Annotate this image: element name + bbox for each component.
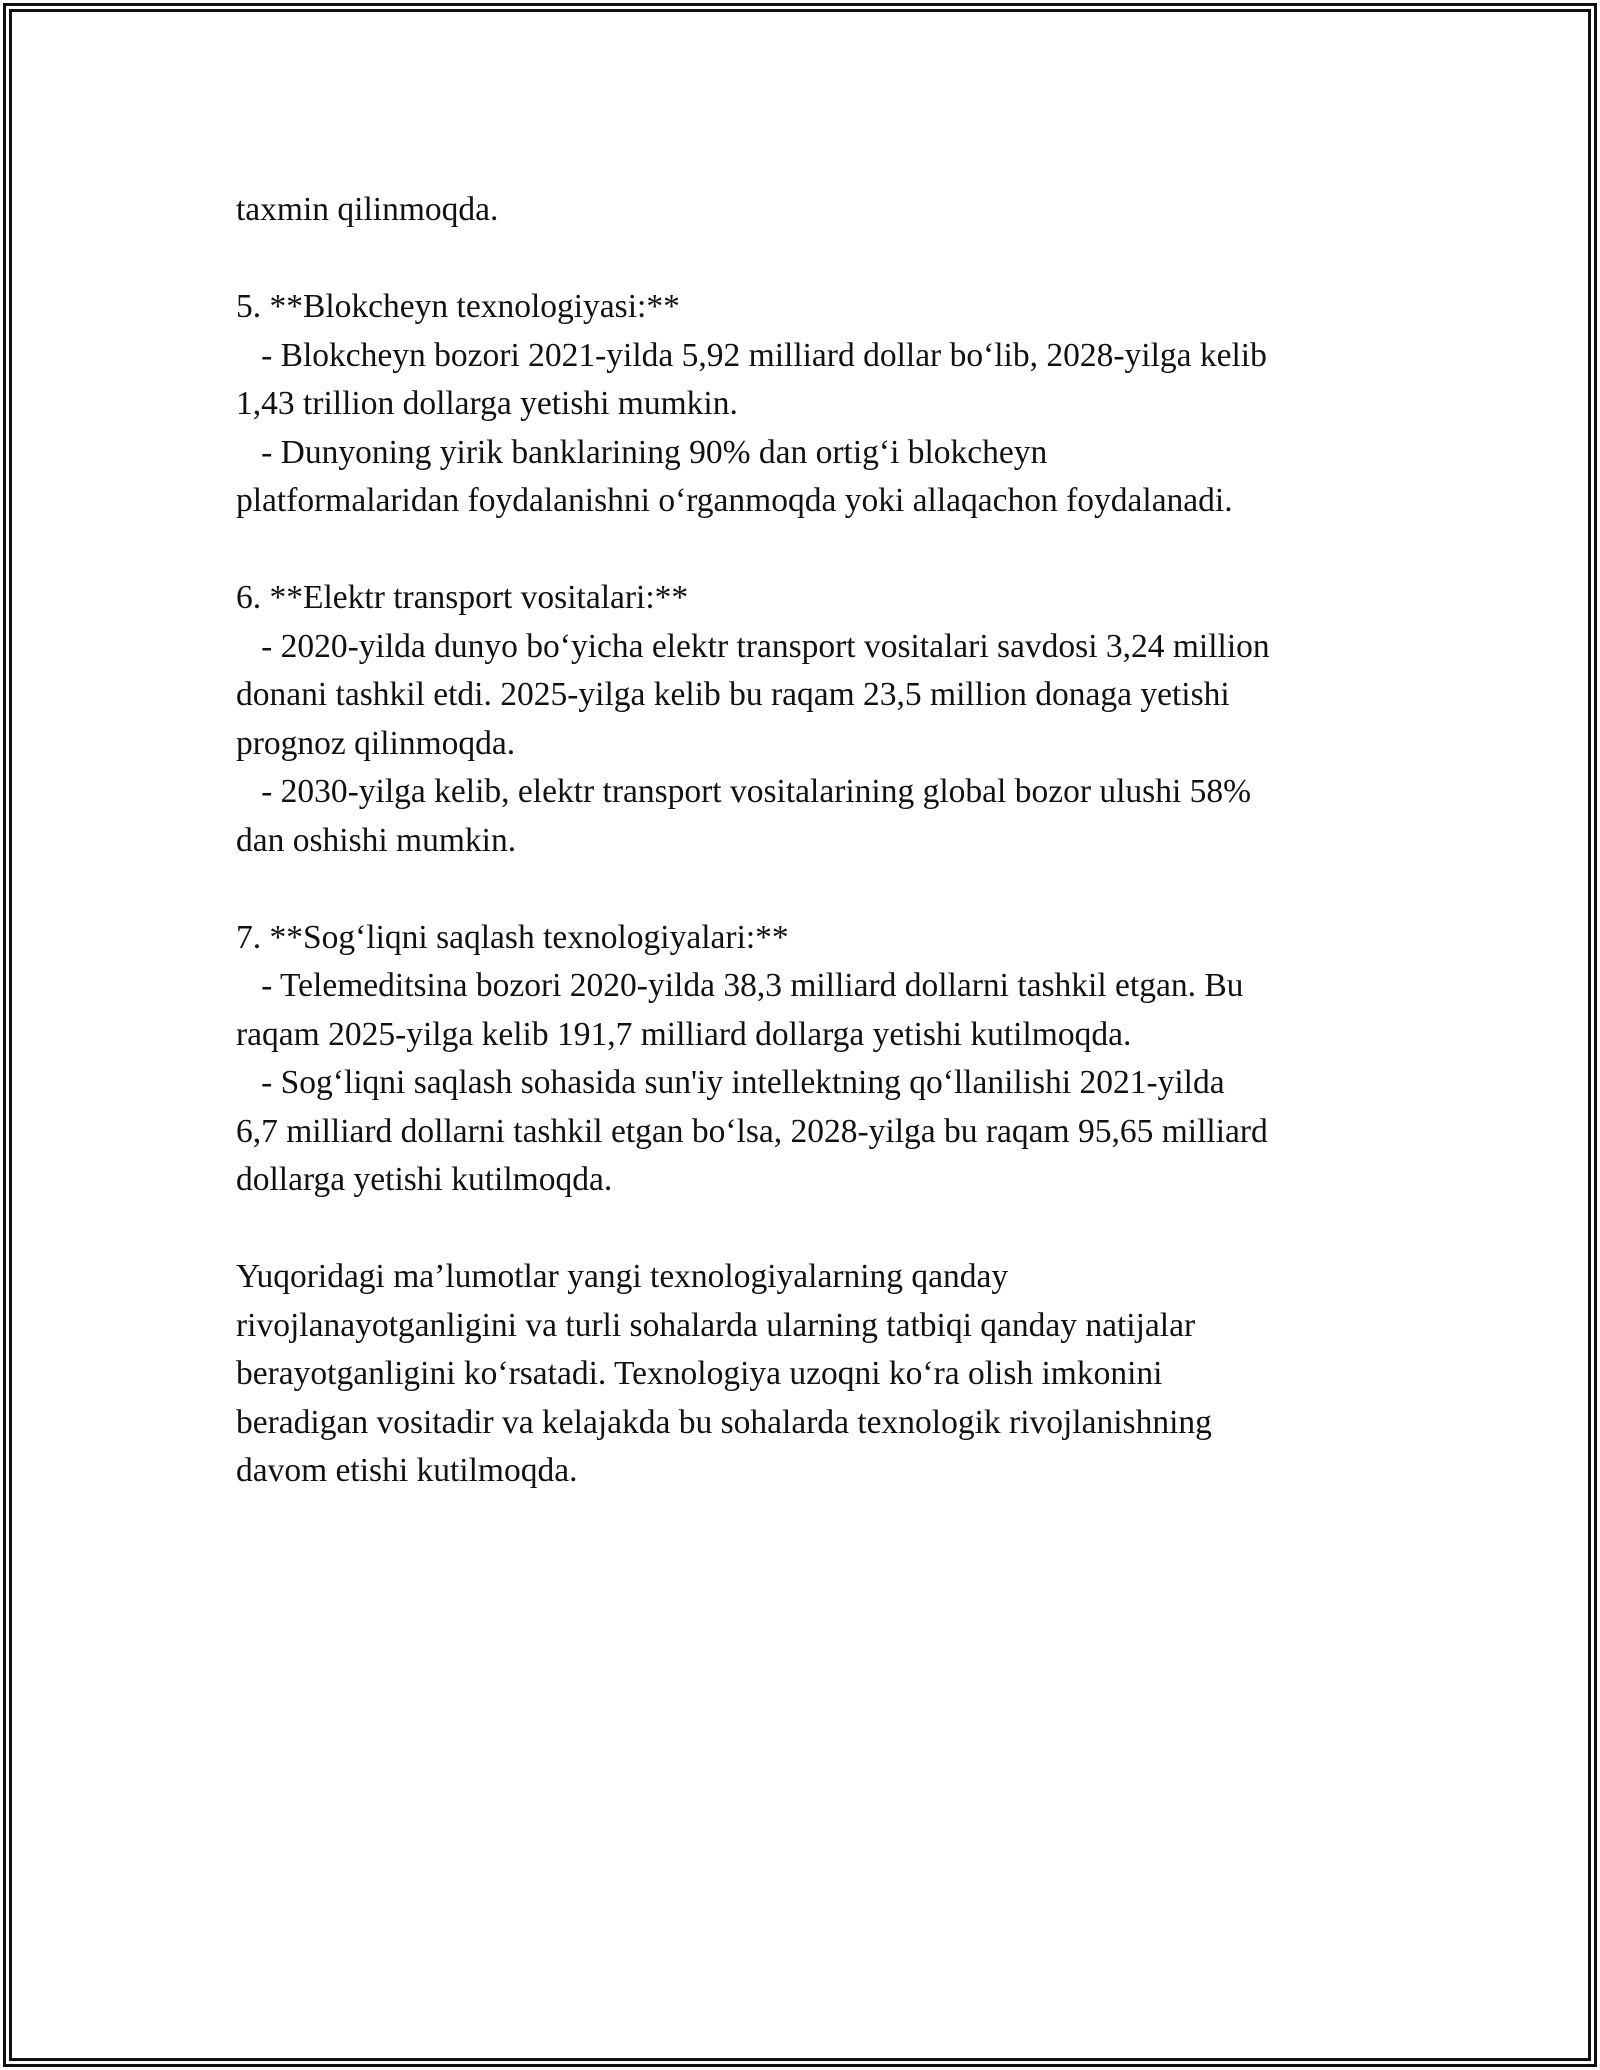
text-line: 6,7 milliard dollarni tashkil etgan bo‘lsa, 2028-yilga bu raqam 95,65 milliard: [236, 1112, 1268, 1150]
text-line: rivojlanayotganligini va turli sohalarda ularning tatbiqi qanday natijalar: [236, 1306, 1196, 1344]
bullet-line: - Blokcheyn bozori 2021-yilda 5,92 milliard dollar bo‘lib, 2028-yilga kelib: [236, 336, 1267, 374]
bullet-line: - Sog‘liqni saqlash sohasida sun'iy intellektning qo‘llanilishi 2021-yilda: [236, 1064, 1225, 1101]
bullet-line: - Dunyoning yirik banklarining 90% dan ortig‘i blokcheyn: [236, 433, 1048, 471]
bullet-line: - 2020-yilda dunyo bo‘yicha elektr transport vositalari savdosi 3,24 million: [236, 627, 1270, 665]
text-line: Yuqoridagi ma’lumotlar yangi texnologiyalarning qanday: [236, 1258, 1009, 1295]
section-blockchain: [236, 283, 1376, 526]
blank-line: [236, 1205, 1376, 1254]
blank-line: [236, 526, 1376, 575]
document-body: [236, 186, 1376, 1496]
bullet-line: - 2030-yilga kelib, elektr transport vositalarining global bozor ulushi 58%: [236, 773, 1252, 810]
conclusion-paragraph: [236, 1253, 1376, 1496]
section-electric-vehicles: [236, 574, 1376, 865]
text-line: dan oshishi mumkin.: [236, 821, 517, 859]
continuation-line: taxmin qilinmoqda.: [236, 191, 499, 228]
section-health-tech: [236, 914, 1376, 1205]
text-line: dollarga yetishi kutilmoqda.: [236, 1161, 613, 1198]
blank-line: [236, 235, 1376, 284]
bullet-line: - Telemeditsina bozori 2020-yilda 38,3 milliard dollarni tashkil etgan. Bu: [236, 967, 1244, 1004]
text-line: beradigan vositadir va kelajakda bu sohalarda texnologik rivojlanishning: [236, 1403, 1212, 1441]
text-line: 1,43 trillion dollarga yetishi mumkin.: [236, 385, 738, 422]
text-line: prognoz qilinmoqda.: [236, 724, 516, 762]
section-heading: 5. **Blokcheyn texnologiyasi:**: [236, 288, 680, 325]
section-heading: 7. **Sog‘liqni saqlash texnologiyalari:**: [236, 918, 789, 956]
text-line: donani tashkil etdi. 2025-yilga kelib bu raqam 23,5 million donaga yetishi: [236, 676, 1230, 713]
text-line: platformalaridan foydalanishni o‘rganmoqda yoki allaqachon foydalanadi.: [236, 482, 1233, 519]
text-line: berayotganligini ko‘rsatadi. Texnologiya uzoqni ko‘ra olish imkonini: [236, 1355, 1163, 1392]
text-line: raqam 2025-yilga kelib 191,7 milliard dollarga yetishi kutilmoqda.: [236, 1015, 1132, 1053]
blank-line: [236, 865, 1376, 914]
section-heading: 6. **Elektr transport vositalari:**: [236, 579, 689, 616]
text-line: davom etishi kutilmoqda.: [236, 1452, 578, 1489]
